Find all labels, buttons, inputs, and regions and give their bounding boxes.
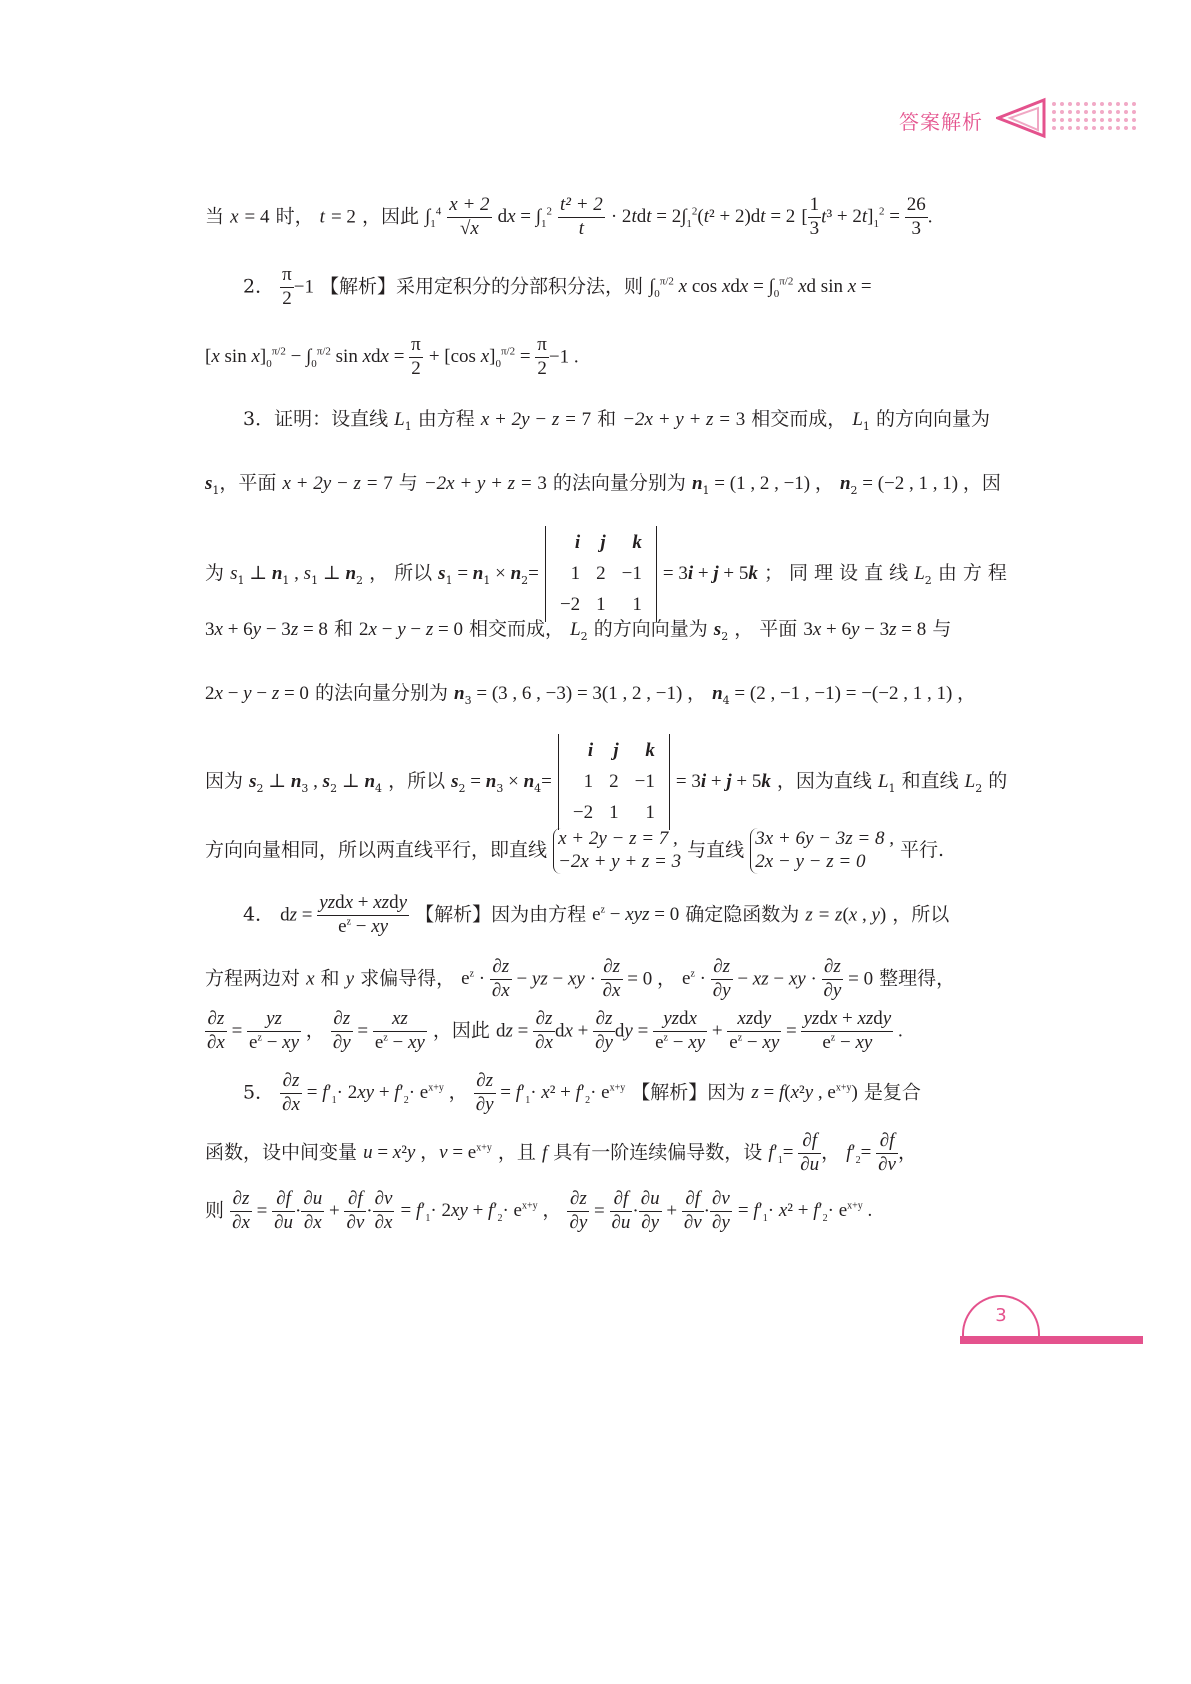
line-12: 方程两边对 x 和 y 求偏导得， $e^z$ · $\frac{\partial z}{\partial x}$ − yz − xy · $\frac{\partial z}{\partial x}$ = 0 ， $e^z$ · $\frac{\partial z}{\partial y}$ − xz − xy · $\frac{\partial z}{\partial y}$ = 0 整理得， — [205, 956, 956, 1001]
text: 因为 — [707, 1081, 746, 1104]
text: 方向向量相同，所以两直线平行，即直线 — [205, 838, 548, 861]
text: 与 — [932, 618, 952, 640]
text: 的方向向量为 — [875, 408, 990, 430]
text: 时， — [275, 205, 314, 228]
text: 由方程 — [417, 408, 475, 430]
text: 证明：设直线 — [274, 408, 389, 430]
line-2: 2． $\frac{\pi}{2}$ −1 【解析】采用定积分的分部积分法，则 $\int_0^{\pi/2}$ x cos xdx = $\int_0^{\pi/2}$ xd sin x = — [243, 264, 872, 309]
item-number: 3． — [243, 408, 275, 430]
text: ； 同 理 设 直 线 — [763, 562, 909, 585]
text: 为 — [205, 562, 225, 585]
item-number: 5． — [243, 1081, 275, 1104]
text: 和 — [320, 967, 340, 990]
text: 采用定积分的分部积分法，则 — [396, 275, 644, 298]
text: ， 平面 — [734, 618, 798, 640]
header-triangle-logo — [996, 96, 1146, 156]
text: 和直线 — [901, 770, 959, 793]
line-8: 2x − y − z = 0 的法向量分别为 $n_3 = (3$ , 6 , −3) = 3(1 , 2 , −1) ， $n_4 = (2$ , −1 , −1) = −(−2 , 1 , 1) ， — [205, 682, 977, 707]
text: 求偏导得， — [360, 967, 456, 990]
text: 的法向量分别为 — [552, 472, 686, 494]
text: 平行. — [900, 838, 945, 861]
text: 由 方 程 — [937, 562, 1007, 585]
text: ， 所以 — [369, 562, 433, 585]
text: 因为 — [205, 770, 244, 793]
text: 的方向向量为 — [593, 618, 708, 640]
line-14: 5． $\frac{\partial z}{\partial x}$ = $f'_1\cdot 2xy + f'_2\cdot e^{x+y}$ ， $\frac{\partial z}{\partial y}$ = $f'_1\cdot x^2 + f'_2\cdot e^{x+y}$ 【解析】因为 z = f(x²y , $e^{x+y}$) 是复合 — [243, 1070, 921, 1115]
line-3: [x $\sin x]_0^{\pi/2} - \int_0^{\pi/2}$ sin xdx = $\frac{\pi}{2}$ + [cos $x]_0^{\pi/2}$ = $\frac{\pi}{2}$ −1 . — [205, 334, 579, 379]
text: ，因此 — [361, 205, 419, 228]
line-5: $s_1$，平面 x + 2y − z = 7 与 −2x + y + z = 3 的法向量分别为 $n_1 = (1$ , 2 , −1) ， $n_2 = (-2$ , 1 , 1) ，因 — [205, 472, 1001, 497]
item-number: 4． — [243, 903, 275, 926]
text: 确定隐函数为 — [685, 903, 800, 926]
item-number: 2． — [243, 275, 275, 298]
text: ，且 — [497, 1141, 536, 1164]
text: 的法向量分别为 — [314, 682, 448, 704]
line-9: 因为 $s_2$ ⊥ $n_3$ , $s_2$ ⊥ $n_4$ ，所以 $s_2 = n_3 \times n_4=$ i j k 1 2 −1 −2 1 1 = 3i + j + 5k ，因为直线 $L_1$ 和直线 $L_2$ 的 — [205, 734, 1007, 830]
text: 和 — [597, 408, 617, 430]
line-16: 则 $\frac{\partial z}{\partial x}$ = $\frac{\partial f}{\partial u}$ · $\frac{\partial u}{\partial x}$ + $\frac{\partial f}{\partial v}$ · $\frac{\partial v}{\partial x}$ = $f'_1\cdot 2xy + f'_2\cdot e^{x+y}$ ， $\frac{\partial z}{\partial y}$ = $\frac{\partial f}{\partial u}$ · $\frac{\partial u}{\partial y}$ + $\frac{\partial f}{\partial v}$ · $\frac{\partial v}{\partial y}$ = $f'_1\cdot x^2 + f'_2\cdot e^{x+y}$ . — [205, 1188, 873, 1233]
text: 与 — [398, 472, 418, 494]
line-4: 3．证明：设直线 $L_1$ 由方程 x + 2y − z = 7 和 −2x + y + z = 3 相交而成， $L_1$ 的方向向量为 — [243, 408, 990, 433]
text: 当 — [205, 205, 225, 228]
header-title: 答案解析 — [899, 110, 983, 134]
text: ，平面 — [219, 472, 277, 494]
text: 整理得， — [879, 967, 956, 990]
analysis-tag: 【解析】 — [415, 903, 492, 926]
line-15: 函数，设中间变量 u = x²y ，$v = e^{x+y}$ ，且 f 具有一阶连续偏导数，设 $f'_1=$ $\frac{\partial f}{\partial u}$ ， $f'_2=$ $\frac{\partial f}{\partial v}$ ， — [205, 1130, 917, 1175]
line-1: 当 x = 4 时， t = 2 ，因此 $\int_1^4$ $\frac{x + 2}{√x}$ dx = $\int_1^2$ $\frac{\text{t² + 2}}{t}$ · $2tdt = 2\int_1^2(t^2 + 2)dt = 2$ [ $\frac{1}{3}$ $t^3 + 2t]_1^2$ = $\frac{26}{3}$ . — [205, 194, 933, 239]
text: 和 — [333, 618, 353, 640]
text: ，所以 — [892, 903, 950, 926]
text: 相交而成， — [469, 618, 565, 640]
text: ，所以 — [388, 770, 446, 793]
line-10: 方向向量相同，所以两直线平行，即直线 x + 2y − z = 7 , −2x + y + z = 3 与直线 3x + 6y − 3z = 8 , 2x − y − z = 0 平行. — [205, 828, 945, 872]
text: 与直线 — [687, 838, 745, 861]
analysis-tag: 【解析】 — [320, 275, 397, 298]
line-7: 3x + 6y − 3z = 8 和 2x − y − z = 0 相交而成， $L_2$ 的方向向量为 $s_2$ ， 平面 3x + 6y − 3z = 8 与 — [205, 618, 952, 643]
text: 方程两边对 — [205, 967, 301, 990]
text: 因为由方程 — [491, 903, 587, 926]
line-13: $\frac{\partial z}{\partial x}$ = $\frac{yz}{e^z - xy}$ ， $\frac{\partial z}{\partial y}$ = $\frac{xz}{e^z - xy}$ ，因此 dz = $\frac{\partial z}{\partial x}$ dx + $\frac{\partial z}{\partial y}$ dy = $\frac{\text{yzdx}}{e^z - xy}$ + $\frac{\text{xzdy}}{e^z - xy}$ = $\frac{\text{yzdx + xzdy}}{e^z - xy}$ . — [207, 1008, 903, 1053]
text: 的 — [988, 770, 1008, 793]
page-number: 3 — [995, 1305, 1007, 1326]
text: 相交而成， — [751, 408, 847, 430]
line-11: 4． dz = $\frac{\text{yzdx + xzdy}}{e^z - xy}$ 【解析】因为由方程 $e^z$ − xyz = 0 确定隐函数为 z = z(x , y) ，所以 — [243, 892, 950, 937]
text: ，因为直线 — [776, 770, 872, 793]
text: 则 — [205, 1199, 225, 1222]
text: 是复合 — [863, 1081, 921, 1104]
text: ，因此 — [432, 1019, 490, 1042]
text: 函数，设中间变量 — [205, 1141, 358, 1164]
line-6: 为 $s_1$ ⊥ $n_1$ , $s_1$ ⊥ $n_2$ ， 所以 $s_1 = n_1 \times n_2=$ i j k 1 2 −1 −2 1 1 = 3i + j + 5k ； 同 理 设 直 线 $L_2$ 由 方 程 — [205, 526, 1007, 622]
footer-bar — [960, 1336, 1143, 1344]
text: 具有一阶连续偏导数，设 — [553, 1141, 763, 1164]
analysis-tag: 【解析】 — [631, 1081, 708, 1104]
